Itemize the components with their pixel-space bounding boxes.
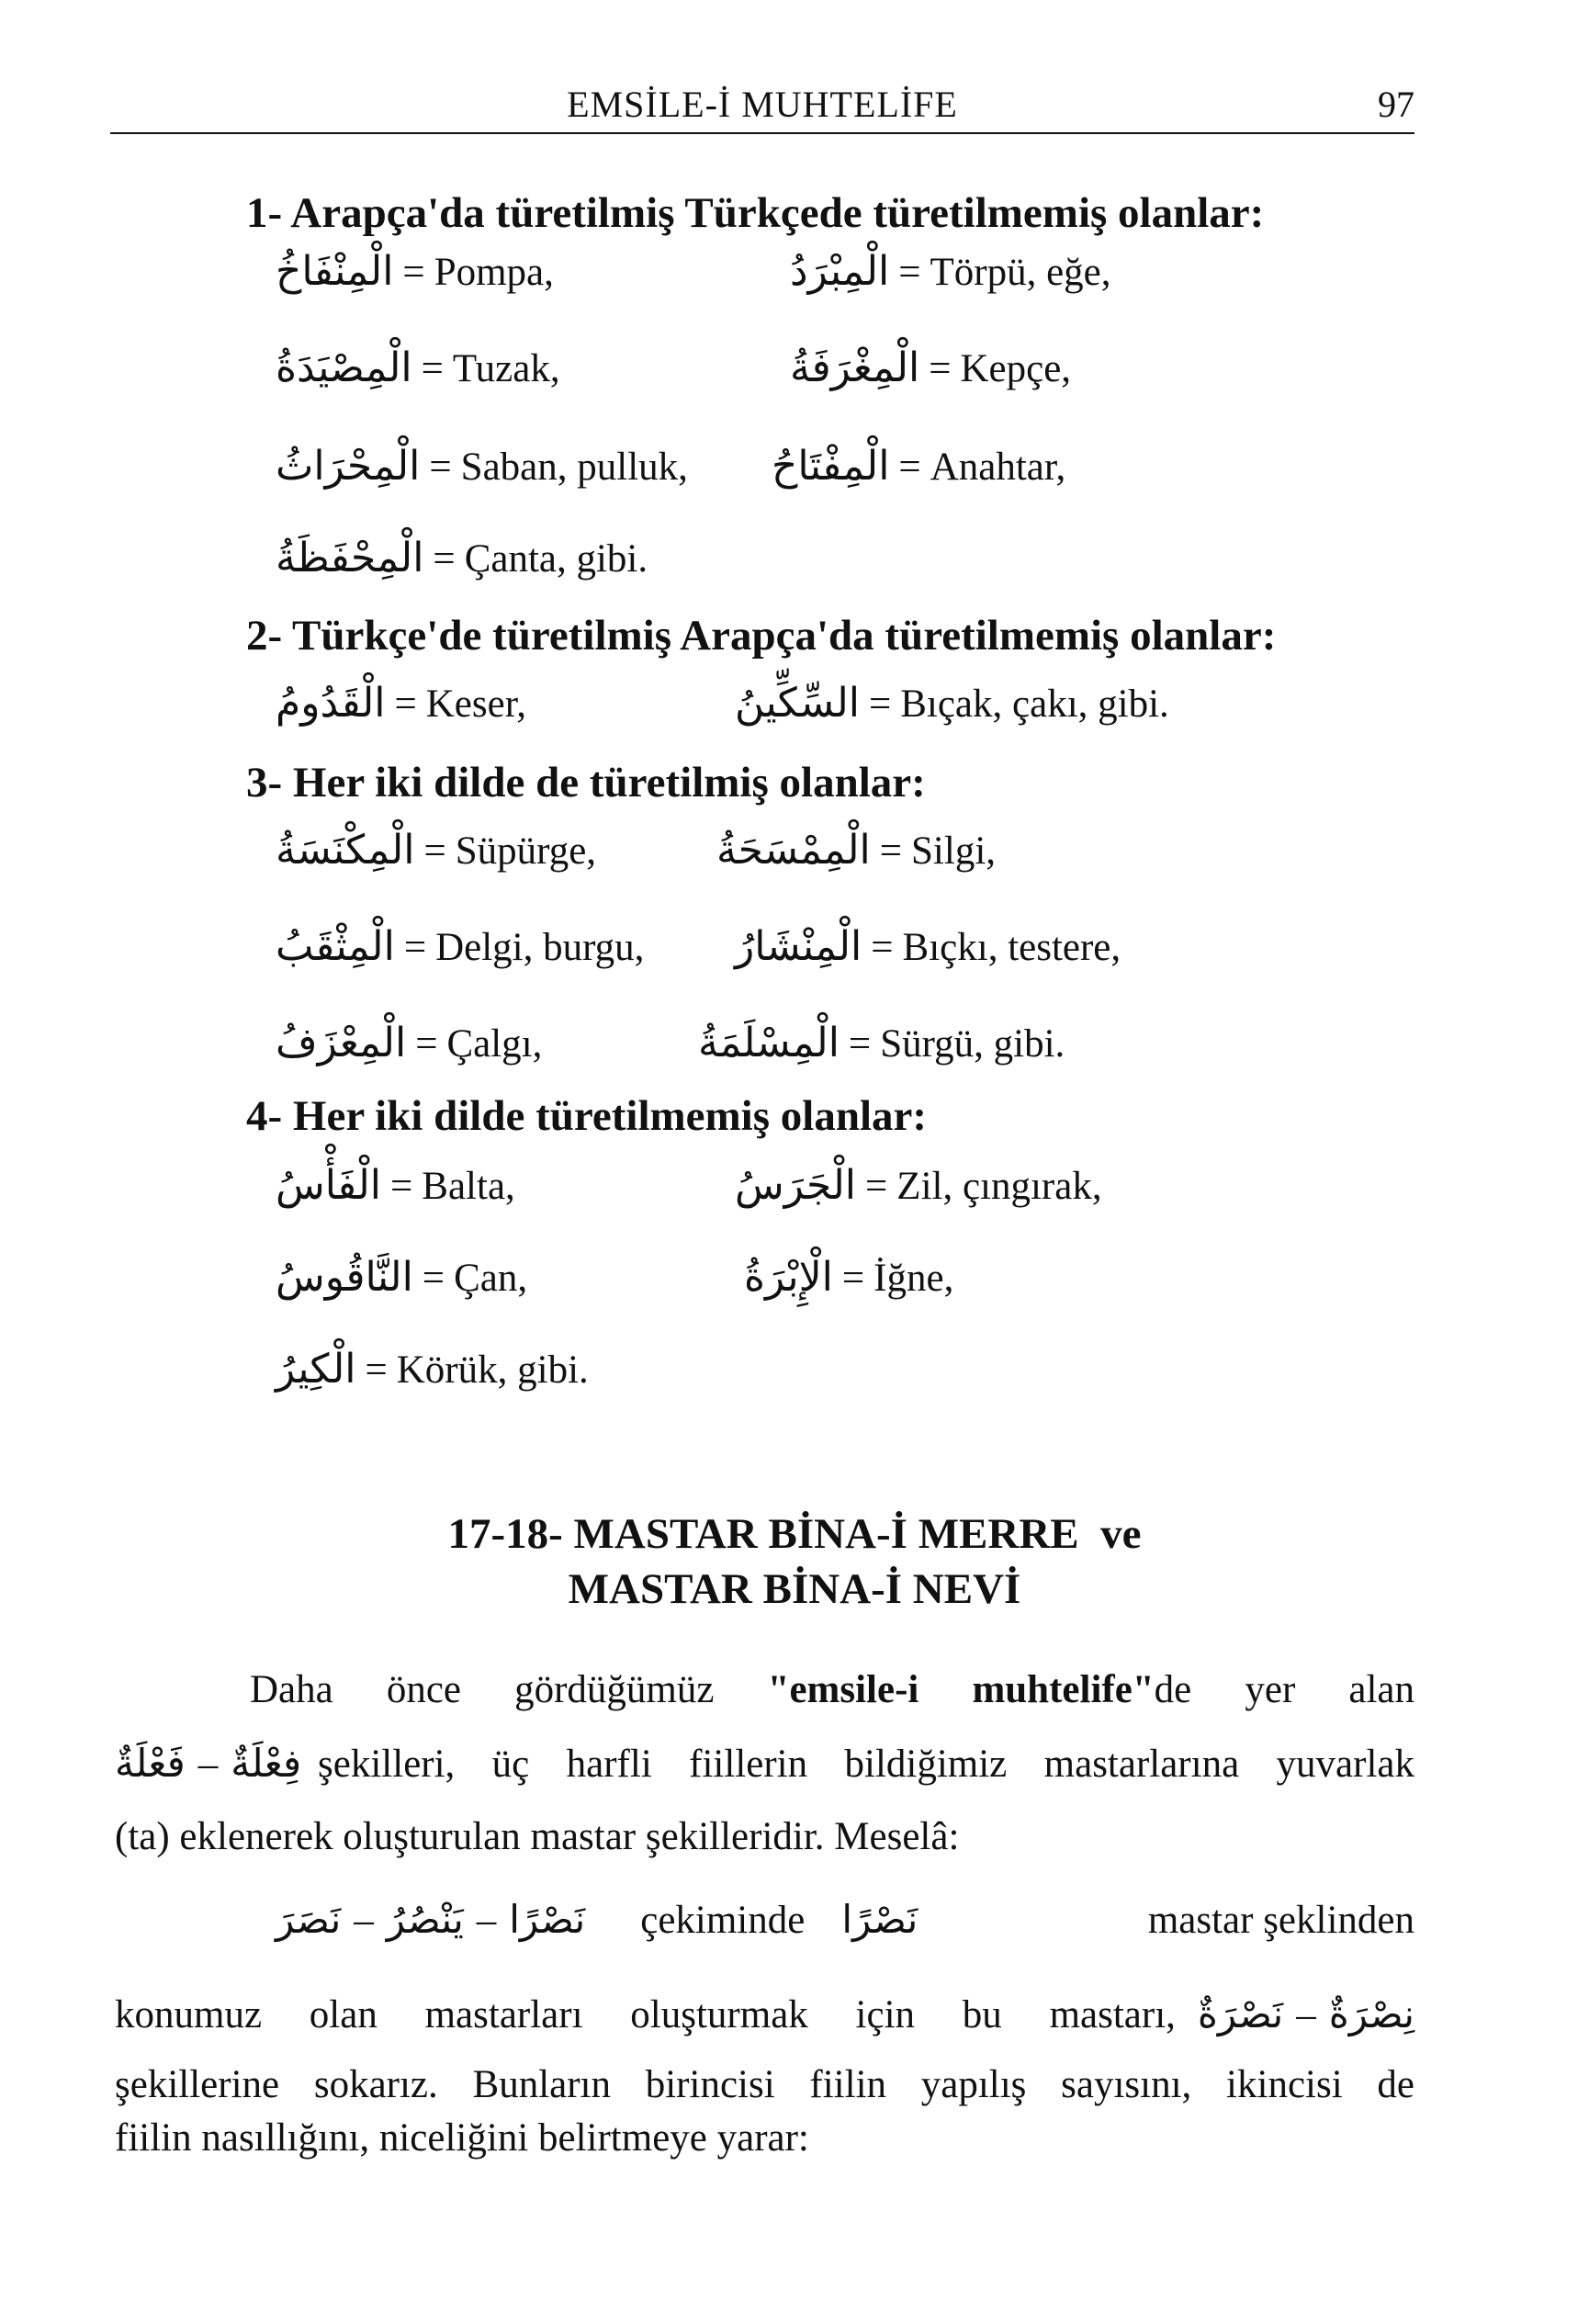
body-line-2: فَعْلَةٌ – فِعْلَةٌ şekilleri, üç harfli fiillerin bildiğimiz mastarlarına yuvarlak: [115, 1741, 1414, 1786]
arabic-term: الْمِمْسَحَةُ: [716, 827, 871, 874]
turkish-meaning: Saban, pulluk,: [460, 446, 688, 489]
arabic-term: الْمِنْشَارُ: [735, 923, 862, 970]
body-line-7: fiilin nasıllığını, niceliğini belirtmeye yarar:: [115, 2116, 809, 2160]
running-title: EMSİLE-İ MUHTELİFE: [567, 84, 958, 125]
arabic-term: الْمِصْيَدَةُ: [276, 344, 412, 391]
turkish-meaning: Kepçe,: [960, 347, 1072, 390]
turkish-meaning: Çanta, gibi.: [464, 537, 648, 581]
body-line-1: Daha önce gördüğümüz "emsile-i muhtelife"de yer alan: [250, 1668, 1414, 1711]
turkish-meaning: Bıçkı, testere,: [902, 926, 1121, 969]
body-line-6: şekillerine sokarız. Bunların birincisi fiilin yapılış sayısını, ikincisi de: [115, 2063, 1414, 2106]
arabic-form: نِصْرَةٌ: [1328, 1991, 1414, 2036]
turkish-meaning: Süpürge,: [455, 829, 597, 873]
section-title-line-1: 17-18- MASTAR BİNA-İ MERRE ve: [447, 1510, 1142, 1558]
turkish-meaning: Delgi, burgu,: [435, 926, 645, 969]
emphasis-term: "emsile-i muhtelife": [767, 1668, 1155, 1711]
arabic-term: الْمِنْفَاخُ: [276, 248, 394, 295]
arabic-masdar: نَصْرًا: [841, 1897, 918, 1942]
turkish-meaning: Pompa,: [434, 251, 554, 294]
arabic-conjugation: نَصْرًا: [509, 1897, 586, 1942]
arabic-term: الْمِبْرَدُ: [790, 248, 890, 295]
turkish-meaning: Çan,: [454, 1257, 528, 1300]
page-header: [110, 83, 1414, 134]
turkish-meaning: Çalgı,: [446, 1022, 543, 1066]
arabic-conjugation: نَصَرَ: [276, 1897, 342, 1942]
turkish-meaning: Sürgü, gibi.: [880, 1022, 1065, 1066]
turkish-meaning: Törpü, eğe,: [930, 251, 1111, 294]
body-line-4: نَصَرَ – يَنْصُرُ – نَصْرًا çekiminde نَصْرًا mastar şeklinden: [276, 1897, 1414, 1942]
arabic-term: الْمِثْقَبُ: [276, 923, 395, 970]
turkish-meaning: Tuzak,: [452, 347, 560, 390]
page-number: 97: [1378, 84, 1414, 125]
section-3-heading: 3- Her iki dilde de türetilmiş olanlar:: [246, 759, 926, 807]
arabic-term: الْمِحْفَظَةُ: [276, 535, 424, 581]
turkish-meaning: Bıçak, çakı, gibi.: [900, 683, 1169, 726]
arabic-term: الْمِفْتَاحُ: [772, 443, 890, 490]
turkish-meaning: Keser,: [425, 683, 527, 726]
turkish-meaning: Körük, gibi.: [396, 1348, 589, 1392]
section-2-heading: 2- Türkçe'de türetilmiş Arapça'da türetilmemiş olanlar:: [246, 612, 1277, 660]
arabic-conjugation: يَنْصُرُ: [386, 1897, 464, 1942]
section-title-line-2: MASTAR BİNA-İ NEVİ: [568, 1565, 1021, 1613]
arabic-term: الْقَدُومُ: [276, 680, 386, 727]
arabic-term: الْكِيرُ: [276, 1346, 356, 1393]
section-1-heading: 1- Arapça'da türetilmiş Türkçede türetilmemiş olanlar:: [246, 189, 1265, 237]
arabic-term: الْإِبْرَةُ: [744, 1254, 833, 1301]
arabic-term: الْجَرَسُ: [735, 1162, 857, 1209]
body-line-3: (ta) eklenerek oluşturulan mastar şekilleridir. Meselâ:: [115, 1815, 960, 1858]
arabic-form: نَصْرَةٌ: [1197, 1991, 1284, 2036]
arabic-term: الْمِسْلَمَةُ: [698, 1020, 840, 1066]
header-rule: [110, 132, 1414, 134]
section-4-heading: 4- Her iki dilde türetilmemiş olanlar:: [246, 1092, 928, 1140]
arabic-term: الْمِكْنَسَةُ: [276, 827, 415, 874]
arabic-term: الْمِحْرَاثُ: [276, 443, 421, 490]
arabic-term: الْفَأْسُ: [276, 1162, 382, 1209]
arabic-term: السِّكِّينُ: [735, 680, 860, 727]
turkish-meaning: İğne,: [873, 1257, 954, 1300]
turkish-meaning: Silgi,: [911, 829, 997, 873]
arabic-term: الْمِعْزَفُ: [276, 1020, 407, 1066]
body-line-5: konumuz olan mastarları oluşturmak için bu mastarı, نَصْرَةٌ – نِصْرَةٌ: [115, 1991, 1414, 2036]
arabic-form: فَعْلَةٌ: [115, 1741, 186, 1786]
turkish-meaning: Balta,: [422, 1165, 515, 1208]
section-title: [0, 1506, 1589, 1617]
turkish-meaning: Anahtar,: [930, 446, 1066, 489]
turkish-meaning: Zil, çıngırak,: [896, 1165, 1102, 1208]
arabic-term: الْمِغْرَفَةُ: [790, 344, 920, 391]
arabic-form: فِعْلَةٌ: [231, 1741, 302, 1786]
arabic-term: النَّاقُوسُ: [276, 1254, 413, 1301]
